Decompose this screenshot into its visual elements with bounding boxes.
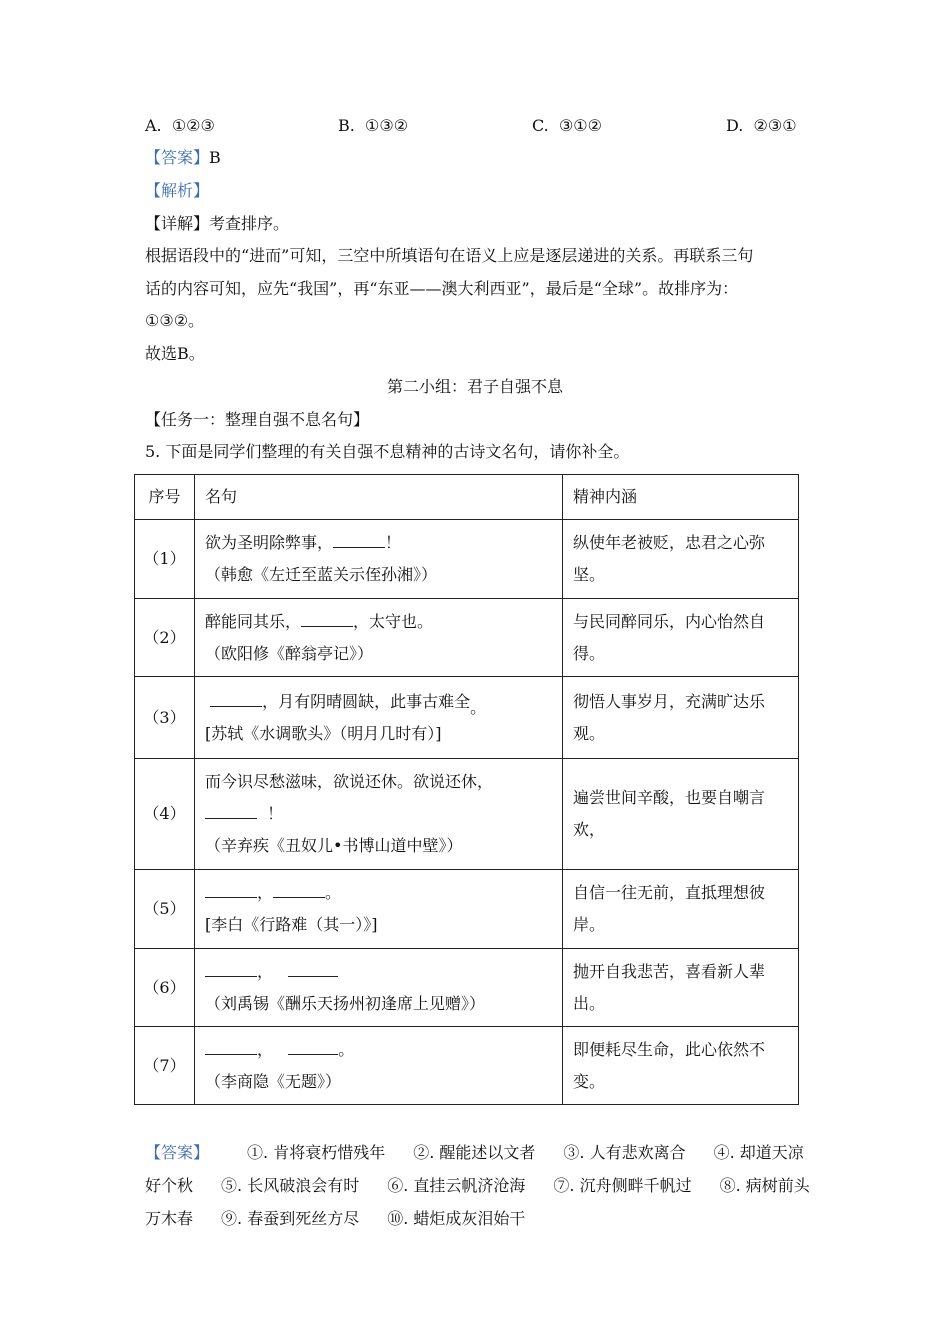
table-row — [135, 677, 799, 759]
row-number: （1） — [135, 520, 195, 599]
answer-item: ①. 肯将衰朽惜残年 — [247, 1143, 386, 1162]
answer-item: ②. 醒能述以文者 — [413, 1143, 536, 1162]
explanation-line-2: 话的内容可知，应先“我国”，再“东亚——澳大利西亚”，最后是“全球”。故排序为： — [145, 279, 739, 298]
quote-cell: 欲为圣明除弊事， ！ （韩愈《左迁至蓝关示侄孙湘》） — [195, 520, 563, 599]
meaning-cell: 自信一往无前，直抵理想彼岸。 — [563, 870, 799, 949]
explanation-line-3: ①③②。 — [145, 311, 205, 330]
fill-blank[interactable] — [301, 608, 353, 627]
quote-cell: ， 。 （李商隐《无题》） — [195, 1027, 563, 1105]
source-text: （辛弃疾《丑奴儿•书博山道中壁》） — [205, 836, 463, 855]
answer-item: ⑥. 直挂云帆济沧海 — [387, 1176, 526, 1195]
answer-item: ⑩. 蜡炬成灰泪始干 — [387, 1209, 526, 1228]
poem-table — [134, 474, 799, 1105]
fill-blank[interactable] — [205, 958, 257, 977]
answer-item: ⑧. 病树前头万木春 — [145, 1176, 810, 1228]
question-text: 5. 下面是同学们整理的有关自强不息精神的古诗文名句，请你补全。 — [145, 442, 630, 461]
answer-line — [145, 148, 221, 168]
table-row — [135, 870, 799, 949]
quote-cell: ， 。 [李白《行路难（其一）》] — [195, 870, 563, 949]
quote-cell: 醉能同其乐， ，太守也。 （欧阳修《醉翁亭记》） — [195, 599, 563, 677]
fill-blank[interactable] — [205, 1036, 257, 1055]
answer-item: ⑨. 春蚕到死丝方尽 — [221, 1209, 360, 1228]
source-text: （李商隐《无题》） — [205, 1071, 342, 1091]
row-number: （4） — [135, 759, 195, 870]
table-row — [135, 520, 799, 599]
meaning-cell: 即便耗尽生命，此心依然不变。 — [563, 1027, 799, 1105]
fill-blank[interactable] — [205, 800, 257, 819]
table-row — [135, 759, 799, 870]
source-text: （韩愈《左迁至蓝关示侄孙湘》） — [205, 565, 438, 584]
option-a: A. ①②③ — [145, 116, 215, 135]
fill-blank[interactable] — [210, 688, 262, 707]
table-row — [135, 599, 799, 677]
meaning-cell: 彻悟人事岁月，充满旷达乐观。 — [563, 677, 799, 759]
answer-value: B — [209, 148, 221, 167]
row-number: （6） — [135, 949, 195, 1027]
option-b: B. ①③② — [338, 116, 409, 135]
answers-block — [145, 1136, 810, 1235]
analysis-label: 【解析】 — [145, 181, 210, 200]
table-row — [135, 949, 799, 1027]
answer-item: ⑤. 长风破浪会有时 — [221, 1176, 360, 1195]
meaning-cell: 遍尝世间辛酸，也要自嘲言欢， — [563, 759, 799, 870]
source-text: [李白《行路难（其一）》] — [205, 915, 378, 934]
fill-blank[interactable] — [288, 1036, 338, 1055]
option-c: C. ③①② — [532, 116, 602, 135]
answer-item: ⑦. 沉舟侧畔千帆过 — [553, 1176, 692, 1195]
meaning-cell: 抛开自我悲苦，喜看新人辈出。 — [563, 949, 799, 1027]
group-title: 第二小组：君子自强不息 — [386, 377, 563, 396]
source-text: （刘禹锡《酬乐天扬州初逢席上见赠》） — [205, 993, 486, 1013]
row-number: （3） — [135, 677, 195, 759]
row-number: （2） — [135, 599, 195, 677]
meaning-cell: 纵使年老被贬，忠君之心弥坚。 — [563, 520, 799, 599]
source-text: [苏轼《水调歌头》（明月几时有）] — [205, 723, 442, 743]
conclusion: 故选B。 — [145, 344, 205, 363]
meaning-cell: 与民同醉同乐，内心怡然自得。 — [563, 599, 799, 677]
fill-blank[interactable] — [333, 529, 385, 548]
answer-label: 【答案】 — [145, 148, 210, 167]
fill-blank[interactable] — [273, 879, 325, 898]
task-title: 【任务一：整理自强不息名句】 — [145, 410, 370, 429]
answer-item: ③. 人有悲欢离合 — [563, 1143, 686, 1162]
source-text: （欧阳修《醉翁亭记》） — [205, 643, 374, 663]
quote-cell: 而今识尽愁滋味，欲说还休。欲说还休， ！ （辛弃疾《丑奴儿•书博山道中壁》） — [195, 759, 563, 870]
table-row — [135, 1027, 799, 1105]
fill-blank[interactable] — [205, 879, 257, 898]
detail-line: 【详解】考查排序。 — [145, 214, 290, 233]
quote-cell: ，月有阴晴圆缺，此事古难全。 [苏轼《水调歌头》（明月几时有）] — [195, 677, 563, 759]
header-number: 序号 — [135, 475, 195, 520]
option-d: D. ②③① — [726, 116, 797, 135]
answer-item: ④. 却道天凉好个秋 — [145, 1143, 804, 1195]
fill-blank[interactable] — [288, 958, 338, 977]
header-quote: 名句 — [195, 475, 563, 520]
quote-cell: ， （刘禹锡《酬乐天扬州初逢席上见赠》） — [195, 949, 563, 1027]
header-meaning: 精神内涵 — [563, 475, 799, 520]
explanation-line-1: 根据语段中的“进而”可知，三空中所填语句在语义上应是逐层递进的关系。再联系三句 — [145, 246, 754, 265]
row-number: （7） — [135, 1027, 195, 1105]
row-number: （5） — [135, 870, 195, 949]
table-header-row — [135, 475, 799, 520]
answers-label: 【答案】 — [145, 1143, 210, 1162]
